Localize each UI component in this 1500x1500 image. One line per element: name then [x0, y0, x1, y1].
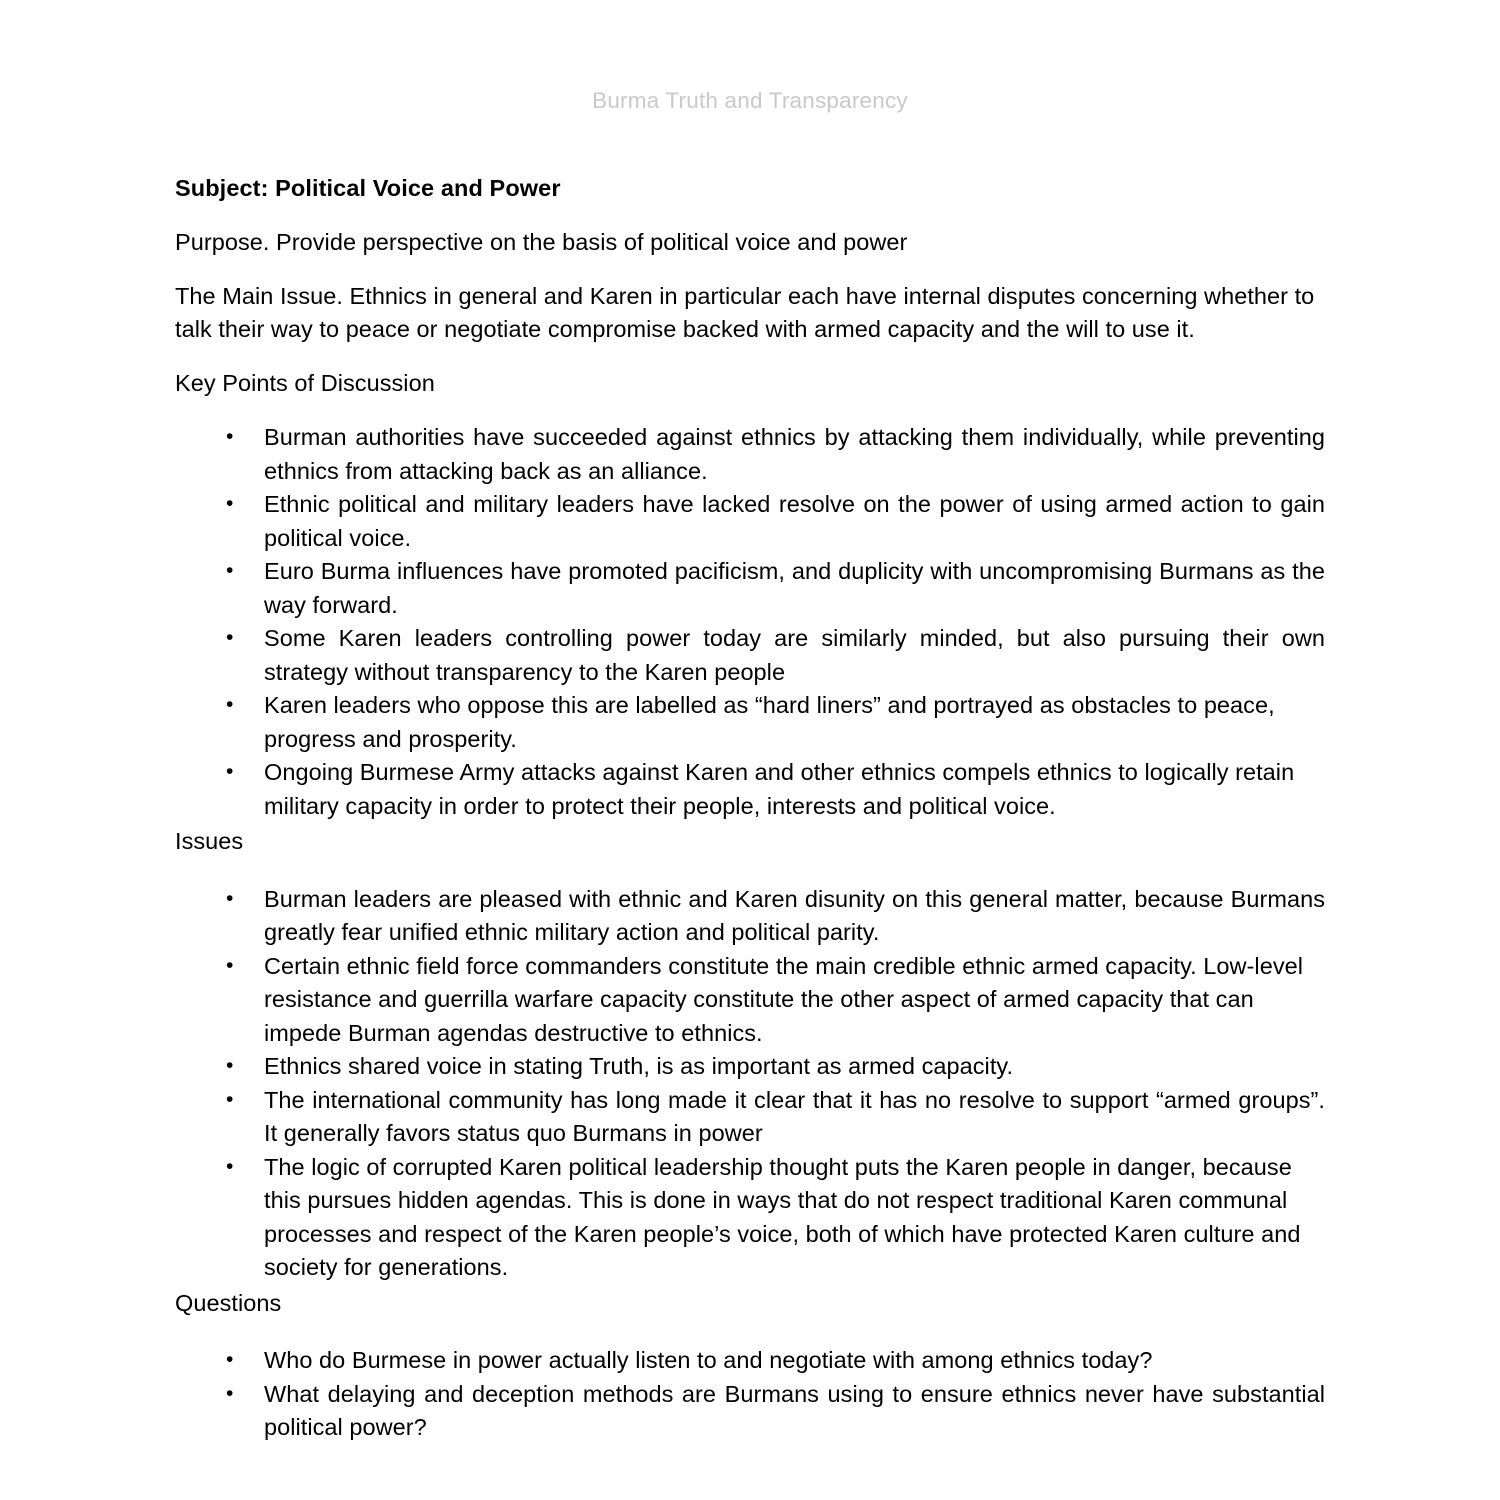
list-item — [175, 1344, 1325, 1378]
list-item — [175, 1151, 1325, 1285]
list-item-text: Ethnic political and military leaders have lacked resolve on the power of using armed action to gain political voice. — [264, 491, 1325, 551]
key-points-list — [175, 421, 1325, 823]
list-item-text: Ethnics shared voice in stating Truth, is as important as armed capacity. — [264, 1053, 1014, 1079]
list-item — [175, 883, 1325, 950]
list-item-text: The international community has long made it clear that it has no resolve to support “armed groups”. It generally favors status quo Burmans in power — [264, 1086, 1325, 1146]
list-item — [175, 756, 1325, 823]
list-item-text: Burman authorities have succeeded against ethnics by attacking them individually, while preventing ethnics from attacking back as an alliance. — [264, 424, 1325, 484]
list-item — [175, 421, 1325, 488]
list-item-text: Burman leaders are pleased with ethnic and Karen disunity on this general matter, because Burmans greatly fear unified ethnic military action and political parity. — [264, 885, 1325, 945]
list-item-text: What delaying and deception methods are Burmans using to ensure ethnics never have substantial political power? — [264, 1380, 1325, 1440]
list-item-text: Certain ethnic field force commanders constitute the main credible ethnic armed capacity. Low-level resistance and guerrilla warfare capacity constitute the other aspect of armed capacity that can impede Burman agendas destructive to ethnics. — [264, 952, 1304, 1046]
document-body — [175, 172, 1325, 1449]
list-item-text: The logic of corrupted Karen political leadership thought puts the Karen people in danger, because this pursues hidden agendas. This is done in ways that do not respect traditional Karen communal processes and respect of the Karen people’s voice, both of which have protected Karen culture and society for generations. — [264, 1153, 1301, 1280]
list-item-text: Who do Burmese in power actually listen to and negotiate with among ethnics today? — [264, 1347, 1153, 1373]
list-item — [175, 689, 1325, 756]
list-item — [175, 1378, 1325, 1445]
section-heading-questions: Questions — [175, 1289, 282, 1316]
issues-list — [175, 883, 1325, 1285]
list-item — [175, 622, 1325, 689]
section-heading-key-points: Key Points of Discussion — [175, 369, 435, 396]
questions-list — [175, 1344, 1325, 1445]
running-header: Burma Truth and Transparency — [592, 88, 908, 113]
subject-heading: Subject: Political Voice and Power — [175, 175, 561, 201]
purpose-paragraph: Purpose. Provide perspective on the basis of political voice and power — [175, 229, 908, 255]
list-item-text: Some Karen leaders controlling power today are similarly minded, but also pursuing their own strategy without transparency to the Karen people — [264, 625, 1325, 685]
list-item-text: Euro Burma influences have promoted pacificism, and duplicity with uncompromising Burmans as the way forward. — [264, 558, 1325, 618]
list-item-text: Karen leaders who oppose this are labelled as “hard liners” and portrayed as obstacles to peace, progress and prosperity. — [264, 692, 1275, 752]
list-item — [175, 950, 1325, 1051]
list-item — [175, 1050, 1325, 1084]
section-heading-issues: Issues — [175, 828, 244, 854]
list-item — [175, 555, 1325, 622]
main-issue-paragraph: The Main Issue. Ethnics in general and Karen in particular each have internal disputes concerning whether to talk their way to peace or negotiate compromise backed with armed capacity and the will to use it. — [175, 282, 1315, 342]
list-item-text: Ongoing Burmese Army attacks against Karen and other ethnics compels ethnics to logically retain military capacity in order to protect their people, interests and political voice. — [264, 759, 1295, 819]
list-item — [175, 1084, 1325, 1151]
list-item — [175, 488, 1325, 555]
